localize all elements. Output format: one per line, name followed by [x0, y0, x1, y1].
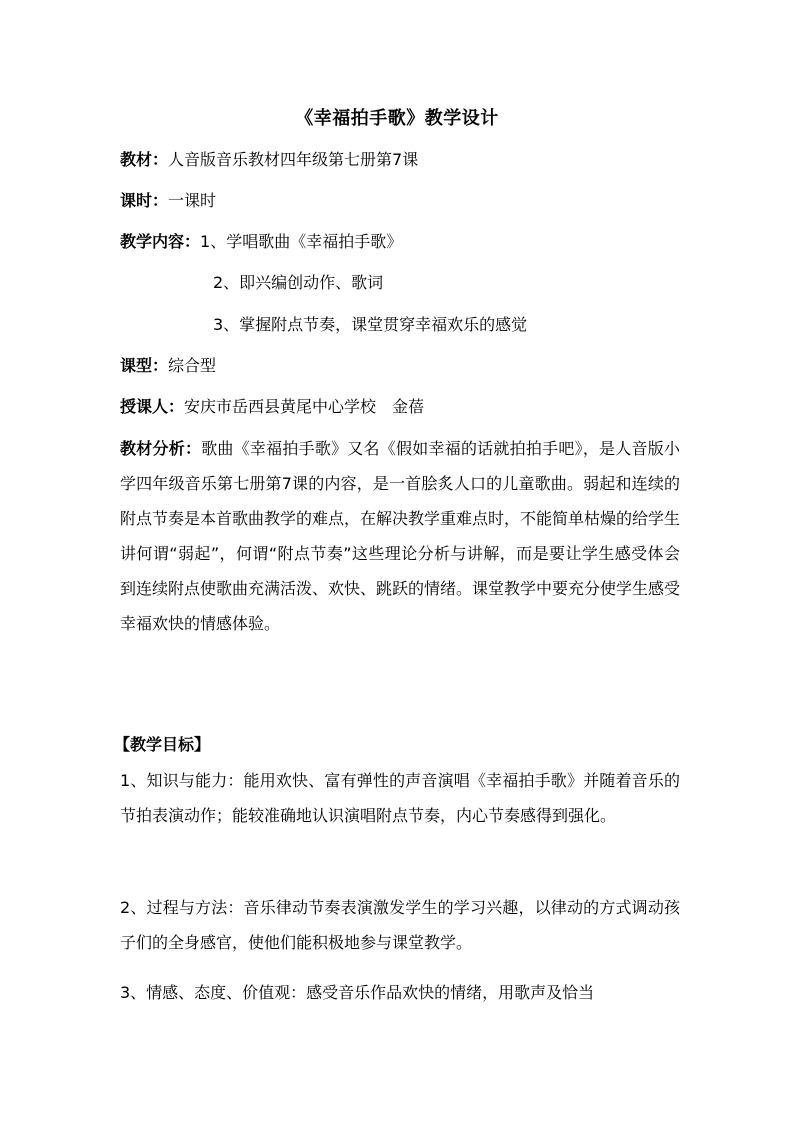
teacher-line [120, 395, 424, 419]
objective-item: 2、过程与方法：音乐律动节奏表演激发学生的学习兴趣，以律动的方式调动孩子们的全身感官，使他们能积极地参与课堂教学。 [120, 898, 680, 952]
objectives-heading: 【教学目标】 [114, 735, 211, 754]
class-hours-label: 课时： [120, 191, 169, 210]
content-item-line [213, 313, 527, 337]
textbook-value: 人音版音乐教材四年级第七册第7课 [168, 150, 419, 169]
textbook-line [120, 148, 418, 172]
content-label: 教学内容： [120, 232, 201, 251]
objective-item: 3、情感、态度、价值观：感受音乐作品欢快的情绪，用歌声及恰当 [120, 983, 595, 1002]
analysis-paragraph [120, 431, 680, 641]
content-item: 1、学唱歌曲《幸福拍手歌》 [200, 232, 403, 251]
content-line [120, 230, 402, 254]
class-hours-line [120, 189, 216, 213]
lesson-type-line [120, 354, 216, 378]
objective-item: 1、知识与能力：能用欢快、富有弹性的声音演唱《幸福拍手歌》并随着音乐的节拍表演动作；能较准确地认识演唱附点节奏，内心节奏感得到强化。 [120, 771, 680, 825]
lesson-type-value: 综合型 [168, 356, 217, 375]
document-title: 《幸福拍手歌》教学设计 [295, 108, 499, 129]
analysis-label: 教材分析： [120, 439, 202, 458]
content-item-line [213, 271, 383, 295]
class-hours-value: 一课时 [168, 191, 217, 210]
analysis-text: 歌曲《幸福拍手歌》又名《假如幸福的话就拍拍手吧》，是人音版小学四年级音乐第七册第7课的内容，是一首脍炙人口的儿童歌曲。弱起和连续的附点节奏是本首歌曲教学的难点，在解决教学重难点时，不能简单枯燥的给学生讲何谓“弱起”，何谓“附点节奏”这些理论分析与讲解，而是要让学生感受体会到连续附点使歌曲充满活泼、欢快、跳跃的情绪。课堂教学中要充分使学生感受幸福欢快的情感体验。 [120, 439, 681, 633]
teacher-value: 安庆市岳西县黄尾中心学校 金蓓 [184, 397, 425, 416]
teacher-label: 授课人： [120, 397, 185, 416]
content-item: 2、即兴编创动作、歌词 [213, 273, 384, 292]
content-item: 3、掌握附点节奏，课堂贯穿幸福欢乐的感觉 [213, 315, 528, 334]
textbook-label: 教材： [120, 150, 169, 169]
lesson-type-label: 课型： [120, 356, 169, 375]
